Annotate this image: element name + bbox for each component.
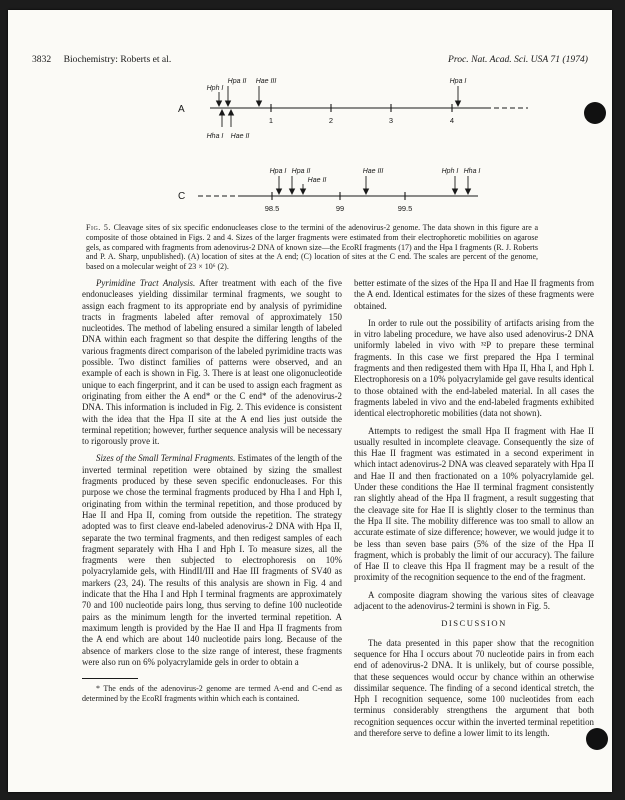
paragraph: better estimate of the sizes of the Hpa II and Hae II fragments from the A end. Identical estimates for the sizes of these fragments were obtained.	[354, 278, 594, 311]
panel-a-tick-label: 3	[388, 116, 394, 125]
panel-c-label: C	[178, 191, 186, 202]
journal-citation: Proc. Nat. Acad. Sci. USA 71 (1974)	[448, 54, 588, 65]
hpa-ii-label-c: Hpa II	[291, 168, 311, 175]
panel-a-label: A	[178, 104, 185, 115]
figure-caption-label: Fig. 5.	[86, 223, 111, 232]
paragraph: In order to rule out the possibility of artifacts arising from the in vitro labeling procedure, we have also used adenovirus-2 DNA uniformly labeled in vivo with ³²P to prepare these terminal fragments. In this case we first prepared the Hpa I terminal fragments and then redigested them with Hpa II, Hha I, and Hph I. Electrophoresis on a 10% polyacrylamide gel gave results identical to those obtained with the end-labeled material. In all cases the fragments labeled in vivo and the end-labeled fragments exhibited identical electrophoretic mobilities (data not shown).	[354, 317, 594, 419]
hha-i-label-c: Hha I	[463, 168, 481, 175]
hpa-i-label-c: Hpa I	[269, 168, 287, 175]
text-column-left	[82, 278, 342, 710]
paragraph: The data presented in this paper show that the recognition sequence for Hha I occurs about 70 nucleotide pairs in from each end of adenovirus-2 DNA. It is unlikely, but of course possible, that these sequences would occur by chance within an otherwise dissimilar sequence. The finding of a second identical stretch, the Hph I recognition sequence, some 100 nucleotides from each terminus considerably strengthens the argument that both recognition sequences occur within the inverted terminal repetition and therefore serve to define a lower limit to its length.	[354, 637, 594, 738]
paragraph-heading: Sizes of the Small Terminal Fragments.	[96, 453, 236, 464]
hpa-ii-label: Hpa II	[227, 78, 247, 85]
figure-caption	[86, 223, 538, 272]
hae-ii-label: Hae II	[230, 133, 250, 140]
binder-hole	[586, 728, 608, 750]
hph-i-label-c: Hph I	[441, 168, 459, 175]
hae-iii-label-c: Hae III	[362, 168, 384, 175]
footnote: * The ends of the adenovirus-2 genome are termed A-end and C-end as determined by the EcoRI fragments within which each is contained.	[82, 684, 342, 704]
text-column-right	[354, 278, 594, 745]
paragraph: Pyrimidine Tract Analysis. After treatment with each of the five endonucleases yielding dissimilar terminal fragments, we sought to assign each fragment to its appropriate end by analysis of pyrimidine tracts in fragments labeled after removal of approximately 150 nucleotides. The method of labeling ensured a similar length of labeled DNA within each fragment so that despite the differing lengths of the various fragments direct comparison of the labeled pyrimidine tracts was possible. Two distinct families of patterns were observed, and an example of each is shown in Fig. 3. There is at least one oligonucleotide unique to each fingerprint, and it can be used to assign each fragment as originating from either the A end* or the C end* of the adenovirus-2 DNA. This information is included in Fig. 2. This evidence is consistent with the idea that the Hpa II site at the A end lies just outside the terminal repetition; however, further sequence analysis will be necessary to rigorously prove it.	[82, 278, 343, 447]
panel-c-axis	[198, 192, 478, 200]
panel-c-tick-label: 99	[335, 204, 345, 213]
panel-a-tick-label: 4	[449, 116, 455, 125]
hae-ii-label-c: Hae II	[307, 177, 327, 184]
running-title: Biochemistry: Roberts et al.	[63, 54, 172, 65]
hph-i-label: Hph I	[206, 85, 224, 92]
figure-5-diagram	[8, 10, 612, 220]
paragraph-heading: Pyrimidine Tract Analysis.	[96, 278, 196, 288]
hpa-i-label-a: Hpa I	[449, 78, 467, 85]
section-heading: DISCUSSION	[441, 618, 507, 629]
panel-a-axis	[210, 104, 528, 112]
hha-i-label: Hha I	[206, 133, 224, 140]
paragraph: Attempts to redigest the small Hpa II fragment with Hae II usually resulted in incomplete cleavage. Consequently the size of this Hae II fragment was estimated in a second experiment in which intact adenovirus-2 DNA was cleaved separately with Hpa II and Hae II and then fractionated on a 10% polyacrylamide gel. Under these conditions the Hae II terminal fragment consistently ran slightly ahead of the Hpa II fragment, a result suggesting that the cleavage site for Hae II is slightly closer to the terminus than the Hpa II site. The mobility difference was too small to allow an accurate estimate of size difference; however, we would judge it to be less than seven base pairs (5% of the size of the Hpa II fragment, which is probably the limit of our accuracy). The failure of Hae II to cleave this Hpa II fragment may be a result of the proximity of the recognition sequence to the end of the fragment.	[354, 425, 594, 583]
panel-a-tick-label: 2	[328, 116, 334, 125]
page-number: 3832	[32, 54, 52, 65]
paragraph: Sizes of the Small Terminal Fragments. Estimates of the length of the inverted terminal repetition were obtained by sizing the smallest fragments produced by these seven specific endonucleases. For this purpose we chose the terminal fragments produced by Hha I and Hph I, originating from within the terminal repetition, and those produced by Hae II and Hpa II, coming from outside the repetition. The strategy adopted was to first cleave end-labeled adenovirus-2 DNA with Hpa II, separate the two terminal fragments, and then redigest samples of each fragment separately with Hha I and Hph I. To measure sizes, all the fragments were then subjected to electrophoresis on 10% polyacrylamide gels, with HindII/III and Hae III fragments of SV40 as markers (23, 24). The results of this analysis are shown in Fig. 4 and indicate that the Hha I and Hph I terminal fragments are approximately 70 and 100 nucleotide pairs long, thus serving to define 100 nucleotide pairs as the minimum length for the inverted terminal repetition. A maximum length is provided by the Hae II and Hpa II fragments from the A end which are about 140 nucleotide pairs long. Because of the absence of markers close to the size range of interest, these fragments were also run on 6% polyacrylamide gels in order to obtain a	[82, 453, 342, 667]
panel-c-tick-label: 99.5	[397, 204, 413, 213]
panel-c-tick-label: 98.5	[264, 204, 280, 213]
footnote-rule	[82, 678, 138, 679]
figure-caption-text: Cleavage sites of six specific endonucleases close to the termini of the adenovirus-2 genome. The data shown in this figure are a composite of those obtained in Figs. 2 and 4. Sizes of the larger fragments were estimated from their electrophoretic mobilities on agarose gels, as compared with fragments from adenovirus-2 DNA of known size—the EcoRI fragments (17) and the Hpa I fragments (R. J. Roberts and P. A. Sharp, unpublished). (A) location of sites at the A end; (C) location of sites at the C end. The scales are percent of the genome, based on a molecular weight of 23 × 10⁶ (2).	[86, 223, 539, 272]
hae-iii-label: Hae III	[255, 78, 277, 85]
paragraph: A composite diagram showing the various sites of cleavage adjacent to the adenovirus-2 termini is shown in Fig. 5.	[354, 589, 594, 612]
journal-page	[8, 10, 612, 792]
binder-hole	[584, 102, 606, 124]
panel-a-tick-label: 1	[268, 116, 274, 125]
